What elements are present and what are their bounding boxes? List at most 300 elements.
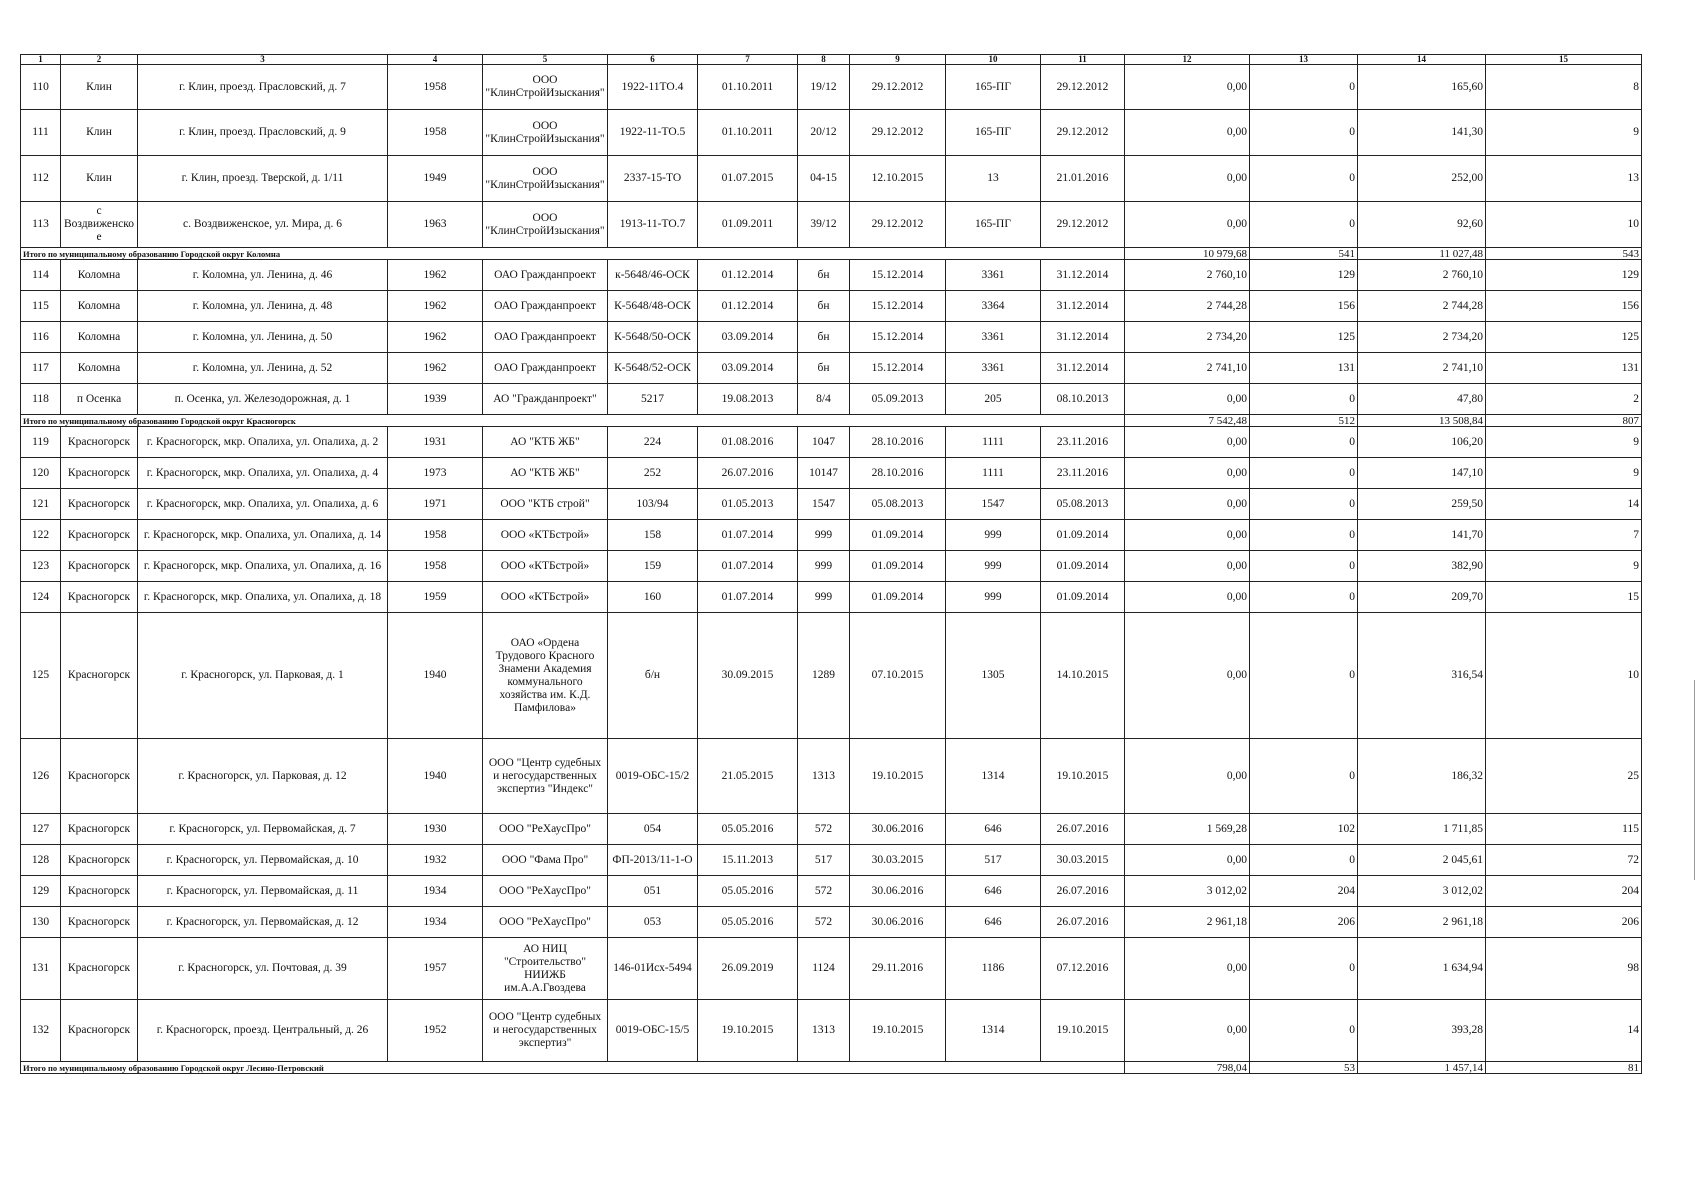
table-cell: 5217 bbox=[608, 384, 698, 415]
table-cell: ООО "Центр судебных и негосударственных экспертиз "Индекс" bbox=[483, 739, 608, 814]
table-cell: Коломна bbox=[61, 353, 138, 384]
table-cell: Красногорск bbox=[61, 739, 138, 814]
table-cell: 132 bbox=[21, 1000, 61, 1062]
table-cell: 141,30 bbox=[1358, 110, 1486, 156]
table-cell: Красногорск bbox=[61, 489, 138, 520]
table-cell: с. Воздвиженское, ул. Мира, д. 6 bbox=[138, 202, 388, 248]
table-cell: 1952 bbox=[388, 1000, 483, 1062]
table-row bbox=[21, 156, 1642, 202]
table-cell: 160 bbox=[608, 582, 698, 613]
table-cell: 0,00 bbox=[1125, 65, 1250, 110]
table-cell: 01.09.2014 bbox=[1041, 520, 1125, 551]
table-cell: 382,90 bbox=[1358, 551, 1486, 582]
table-cell: 204 bbox=[1486, 876, 1642, 907]
table-cell: 1047 bbox=[798, 427, 850, 458]
table-cell: 2 741,10 bbox=[1125, 353, 1250, 384]
table-cell: 0,00 bbox=[1125, 551, 1250, 582]
table-cell: Клин bbox=[61, 110, 138, 156]
table-cell: Красногорск bbox=[61, 876, 138, 907]
table-cell: 3 012,02 bbox=[1358, 876, 1486, 907]
table-cell: 999 bbox=[798, 551, 850, 582]
table-cell: К-5648/48-ОСК bbox=[608, 291, 698, 322]
table-cell: 0 bbox=[1250, 384, 1358, 415]
table-cell: 26.07.2016 bbox=[1041, 876, 1125, 907]
table-cell: 123 bbox=[21, 551, 61, 582]
table-cell: 0 bbox=[1250, 65, 1358, 110]
table-cell: 1958 bbox=[388, 551, 483, 582]
table-cell: 3361 bbox=[946, 260, 1041, 291]
subtotal-value: 807 bbox=[1486, 415, 1642, 427]
table-cell: 224 bbox=[608, 427, 698, 458]
table-row bbox=[21, 202, 1642, 248]
housing-registry-table bbox=[20, 54, 1642, 1074]
table-cell: ООО «КТБстрой» bbox=[483, 582, 608, 613]
table-cell: 01.12.2014 bbox=[698, 260, 798, 291]
table-cell: 19.10.2015 bbox=[850, 739, 946, 814]
table-cell: 1959 bbox=[388, 582, 483, 613]
table-cell: 2 760,10 bbox=[1125, 260, 1250, 291]
table-row bbox=[21, 907, 1642, 938]
table-cell: 0,00 bbox=[1125, 202, 1250, 248]
column-number: 13 bbox=[1250, 55, 1358, 65]
table-cell: 0019-ОБС-15/5 bbox=[608, 1000, 698, 1062]
table-cell: 572 bbox=[798, 876, 850, 907]
table-cell: 053 bbox=[608, 907, 698, 938]
table-cell: 05.05.2016 bbox=[698, 907, 798, 938]
subtotal-value: 798,04 bbox=[1125, 1062, 1250, 1074]
table-cell: 3364 bbox=[946, 291, 1041, 322]
table-cell: 209,70 bbox=[1358, 582, 1486, 613]
table-cell: 19.10.2015 bbox=[1041, 739, 1125, 814]
table-cell: 26.09.2019 bbox=[698, 938, 798, 1000]
table-cell: 393,28 bbox=[1358, 1000, 1486, 1062]
table-cell: 10 bbox=[1486, 613, 1642, 739]
table-cell: 259,50 bbox=[1358, 489, 1486, 520]
table-cell: п Осенка bbox=[61, 384, 138, 415]
table-cell: 0 bbox=[1250, 582, 1358, 613]
table-cell: 116 bbox=[21, 322, 61, 353]
table-cell: 9 bbox=[1486, 458, 1642, 489]
table-cell: г. Коломна, ул. Ленина, д. 46 bbox=[138, 260, 388, 291]
table-cell: Красногорск bbox=[61, 613, 138, 739]
table-cell: 15.11.2013 bbox=[698, 845, 798, 876]
table-cell: 1963 bbox=[388, 202, 483, 248]
subtotal-value: 541 bbox=[1250, 248, 1358, 260]
table-cell: 01.10.2011 bbox=[698, 65, 798, 110]
table-cell: 0 bbox=[1250, 489, 1358, 520]
table-row bbox=[21, 814, 1642, 845]
table-cell: 0,00 bbox=[1125, 156, 1250, 202]
table-cell: 1940 bbox=[388, 739, 483, 814]
table-cell: 146-01Исх-5494 bbox=[608, 938, 698, 1000]
table-cell: 31.12.2014 bbox=[1041, 260, 1125, 291]
table-cell: 15.12.2014 bbox=[850, 353, 946, 384]
table-cell: 1971 bbox=[388, 489, 483, 520]
table-cell: 01.07.2014 bbox=[698, 582, 798, 613]
table-cell: 2 734,20 bbox=[1125, 322, 1250, 353]
table-cell: 1922-11-ТО.5 bbox=[608, 110, 698, 156]
subtotal-value: 81 bbox=[1486, 1062, 1642, 1074]
table-cell: 572 bbox=[798, 907, 850, 938]
table-cell: 1939 bbox=[388, 384, 483, 415]
table-cell: 0,00 bbox=[1125, 845, 1250, 876]
table-cell: 30.06.2016 bbox=[850, 814, 946, 845]
table-cell: 122 bbox=[21, 520, 61, 551]
table-row bbox=[21, 845, 1642, 876]
column-number: 4 bbox=[388, 55, 483, 65]
table-cell: ООО "РеХаусПро" bbox=[483, 876, 608, 907]
table-cell: 111 bbox=[21, 110, 61, 156]
table-cell: ООО "КТБ строй" bbox=[483, 489, 608, 520]
table-cell: 1962 bbox=[388, 322, 483, 353]
table-cell: 0,00 bbox=[1125, 458, 1250, 489]
table-cell: 1962 bbox=[388, 260, 483, 291]
table-cell: 15.12.2014 bbox=[850, 260, 946, 291]
table-cell: 9 bbox=[1486, 427, 1642, 458]
table-cell: 8/4 bbox=[798, 384, 850, 415]
table-cell: 8 bbox=[1486, 65, 1642, 110]
table-cell: АО "КТБ ЖБ" bbox=[483, 427, 608, 458]
subtotal-label: Итого по муниципальному образованию Городской округ Красногорск bbox=[21, 415, 1125, 427]
table-cell: 165,60 bbox=[1358, 65, 1486, 110]
table-cell: 9 bbox=[1486, 110, 1642, 156]
table-cell: 7 bbox=[1486, 520, 1642, 551]
table-cell: 156 bbox=[1250, 291, 1358, 322]
table-cell: 517 bbox=[798, 845, 850, 876]
table-cell: 10147 bbox=[798, 458, 850, 489]
table-cell: 1111 bbox=[946, 427, 1041, 458]
table-cell: с Воздвиженское bbox=[61, 202, 138, 248]
table-cell: 1958 bbox=[388, 110, 483, 156]
table-cell: 1186 bbox=[946, 938, 1041, 1000]
table-cell: 29.12.2012 bbox=[850, 110, 946, 156]
table-cell: ООО "КлинСтройИзыскания" bbox=[483, 65, 608, 110]
table-cell: 30.06.2016 bbox=[850, 907, 946, 938]
table-cell: 29.12.2012 bbox=[1041, 202, 1125, 248]
table-cell: 646 bbox=[946, 907, 1041, 938]
table-cell: ООО "Фама Про" bbox=[483, 845, 608, 876]
table-cell: 131 bbox=[1486, 353, 1642, 384]
table-cell: 19.10.2015 bbox=[1041, 1000, 1125, 1062]
table-cell: 114 bbox=[21, 260, 61, 291]
table-cell: 1958 bbox=[388, 520, 483, 551]
table-cell: 0,00 bbox=[1125, 739, 1250, 814]
table-cell: Коломна bbox=[61, 260, 138, 291]
table-cell: 01.09.2014 bbox=[850, 551, 946, 582]
table-cell: г. Красногорск, ул. Почтовая, д. 39 bbox=[138, 938, 388, 1000]
table-cell: 125 bbox=[1250, 322, 1358, 353]
table-cell: 19.10.2015 bbox=[850, 1000, 946, 1062]
table-cell: 115 bbox=[21, 291, 61, 322]
table-cell: 1305 bbox=[946, 613, 1041, 739]
table-row bbox=[21, 582, 1642, 613]
table-cell: 26.07.2016 bbox=[698, 458, 798, 489]
table-row bbox=[21, 520, 1642, 551]
table-cell: 2 734,20 bbox=[1358, 322, 1486, 353]
table-cell: 92,60 bbox=[1358, 202, 1486, 248]
table-cell: б/н bbox=[608, 613, 698, 739]
table-cell: ООО "КлинСтройИзыскания" bbox=[483, 110, 608, 156]
column-number: 14 bbox=[1358, 55, 1486, 65]
table-cell: 131 bbox=[1250, 353, 1358, 384]
table-cell: 119 bbox=[21, 427, 61, 458]
table-cell: Красногорск bbox=[61, 427, 138, 458]
table-cell: г. Красногорск, ул. Первомайская, д. 11 bbox=[138, 876, 388, 907]
table-row bbox=[21, 110, 1642, 156]
table-cell: 0,00 bbox=[1125, 489, 1250, 520]
table-cell: 13 bbox=[946, 156, 1041, 202]
table-row bbox=[21, 384, 1642, 415]
table-cell: 05.05.2016 bbox=[698, 814, 798, 845]
table-cell: 0 bbox=[1250, 938, 1358, 1000]
table-cell: 2337-15-ТО bbox=[608, 156, 698, 202]
table-cell: Красногорск bbox=[61, 814, 138, 845]
table-cell: АО НИЦ "Строительство" НИИЖБ им.А.А.Гвоздева bbox=[483, 938, 608, 1000]
table-cell: 0 bbox=[1250, 551, 1358, 582]
table-cell: г. Красногорск, ул. Первомайская, д. 10 bbox=[138, 845, 388, 876]
table-cell: 01.07.2015 bbox=[698, 156, 798, 202]
table-cell: бн bbox=[798, 260, 850, 291]
table-cell: 0 bbox=[1250, 1000, 1358, 1062]
table-cell: 1930 bbox=[388, 814, 483, 845]
table-cell: 0 bbox=[1250, 613, 1358, 739]
table-cell: 31.12.2014 bbox=[1041, 291, 1125, 322]
table-cell: 04-15 bbox=[798, 156, 850, 202]
table-cell: 05.05.2016 bbox=[698, 876, 798, 907]
table-cell: 110 bbox=[21, 65, 61, 110]
table-cell: 14.10.2015 bbox=[1041, 613, 1125, 739]
table-cell: 1973 bbox=[388, 458, 483, 489]
subtotal-row bbox=[21, 415, 1642, 427]
table-cell: 999 bbox=[798, 582, 850, 613]
column-number: 3 bbox=[138, 55, 388, 65]
subtotal-value: 13 508,84 bbox=[1358, 415, 1486, 427]
table-cell: 2 045,61 bbox=[1358, 845, 1486, 876]
table-cell: г. Коломна, ул. Ленина, д. 52 bbox=[138, 353, 388, 384]
table-cell: 0,00 bbox=[1125, 520, 1250, 551]
scan-edge-line bbox=[1694, 680, 1695, 880]
column-number: 2 bbox=[61, 55, 138, 65]
table-cell: 186,32 bbox=[1358, 739, 1486, 814]
table-cell: 1289 bbox=[798, 613, 850, 739]
table-cell: Красногорск bbox=[61, 458, 138, 489]
table-row bbox=[21, 613, 1642, 739]
table-cell: 31.12.2014 bbox=[1041, 353, 1125, 384]
table-cell: 252 bbox=[608, 458, 698, 489]
table-cell: 1931 bbox=[388, 427, 483, 458]
table-cell: 118 bbox=[21, 384, 61, 415]
table-cell: 517 bbox=[946, 845, 1041, 876]
table-row bbox=[21, 458, 1642, 489]
table-cell: 1547 bbox=[798, 489, 850, 520]
table-cell: г. Красногорск, ул. Парковая, д. 1 bbox=[138, 613, 388, 739]
table-cell: 20/12 bbox=[798, 110, 850, 156]
column-number: 9 bbox=[850, 55, 946, 65]
table-cell: 23.11.2016 bbox=[1041, 427, 1125, 458]
table-cell: Коломна bbox=[61, 322, 138, 353]
table-cell: 30.06.2016 bbox=[850, 876, 946, 907]
table-cell: 1940 bbox=[388, 613, 483, 739]
table-row bbox=[21, 65, 1642, 110]
table-cell: 21.01.2016 bbox=[1041, 156, 1125, 202]
table-cell: ОАО «Ордена Трудового Красного Знамени Академия коммунального хозяйства им. К.Д. Памфилова» bbox=[483, 613, 608, 739]
table-cell: 1547 bbox=[946, 489, 1041, 520]
table-cell: 9 bbox=[1486, 551, 1642, 582]
table-cell: 204 bbox=[1250, 876, 1358, 907]
table-cell: 10 bbox=[1486, 202, 1642, 248]
table-cell: 05.09.2013 bbox=[850, 384, 946, 415]
subtotal-value: 7 542,48 bbox=[1125, 415, 1250, 427]
table-cell: 98 bbox=[1486, 938, 1642, 1000]
table-cell: 0 bbox=[1250, 202, 1358, 248]
table-cell: 158 bbox=[608, 520, 698, 551]
table-cell: 165-ПГ bbox=[946, 202, 1041, 248]
subtotal-value: 10 979,68 bbox=[1125, 248, 1250, 260]
table-cell: 1314 bbox=[946, 1000, 1041, 1062]
subtotal-value: 53 bbox=[1250, 1062, 1358, 1074]
subtotal-row bbox=[21, 248, 1642, 260]
table-cell: г. Красногорск, мкр. Опалиха, ул. Опалиха, д. 6 bbox=[138, 489, 388, 520]
table-cell: 01.07.2014 bbox=[698, 551, 798, 582]
table-row bbox=[21, 876, 1642, 907]
table-cell: 25 bbox=[1486, 739, 1642, 814]
table-cell: 0,00 bbox=[1125, 938, 1250, 1000]
table-cell: 113 bbox=[21, 202, 61, 248]
table-cell: Клин bbox=[61, 156, 138, 202]
table-cell: 1913-11-ТО.7 bbox=[608, 202, 698, 248]
table-cell: 01.07.2014 bbox=[698, 520, 798, 551]
table-cell: 19.10.2015 bbox=[698, 1000, 798, 1062]
table-cell: 2 961,18 bbox=[1125, 907, 1250, 938]
table-row bbox=[21, 1000, 1642, 1062]
subtotal-label: Итого по муниципальному образованию Городской округ Коломна bbox=[21, 248, 1125, 260]
table-row bbox=[21, 489, 1642, 520]
table-cell: 0 bbox=[1250, 110, 1358, 156]
table-cell: 131 bbox=[21, 938, 61, 1000]
table-cell: Красногорск bbox=[61, 520, 138, 551]
table-cell: 05.08.2013 bbox=[1041, 489, 1125, 520]
table-cell: 572 bbox=[798, 814, 850, 845]
table-cell: 0019-ОБС-15/2 bbox=[608, 739, 698, 814]
column-number-header bbox=[21, 55, 1642, 65]
table-cell: 1922-11ТО.4 bbox=[608, 65, 698, 110]
table-cell: 1111 bbox=[946, 458, 1041, 489]
table-cell: ООО "РеХаусПро" bbox=[483, 907, 608, 938]
column-number: 12 bbox=[1125, 55, 1250, 65]
table-cell: 128 bbox=[21, 845, 61, 876]
table-cell: Красногорск bbox=[61, 845, 138, 876]
table-cell: г. Красногорск, ул. Первомайская, д. 12 bbox=[138, 907, 388, 938]
table-cell: 054 bbox=[608, 814, 698, 845]
table-cell: 646 bbox=[946, 814, 1041, 845]
table-cell: 1934 bbox=[388, 907, 483, 938]
table-cell: 1314 bbox=[946, 739, 1041, 814]
table-row bbox=[21, 427, 1642, 458]
table-row bbox=[21, 353, 1642, 384]
table-cell: 999 bbox=[946, 582, 1041, 613]
table-cell: ОАО Гражданпроект bbox=[483, 291, 608, 322]
table-cell: Клин bbox=[61, 65, 138, 110]
column-number: 8 bbox=[798, 55, 850, 65]
table-cell: 130 bbox=[21, 907, 61, 938]
table-cell: 29.12.2012 bbox=[1041, 110, 1125, 156]
table-cell: 1313 bbox=[798, 1000, 850, 1062]
table-cell: АО "КТБ ЖБ" bbox=[483, 458, 608, 489]
table-cell: 3 012,02 bbox=[1125, 876, 1250, 907]
column-number: 1 bbox=[21, 55, 61, 65]
table-cell: 156 bbox=[1486, 291, 1642, 322]
table-cell: 08.10.2013 bbox=[1041, 384, 1125, 415]
table-cell: 2 741,10 bbox=[1358, 353, 1486, 384]
table-cell: К-5648/50-ОСК bbox=[608, 322, 698, 353]
table-cell: 1957 bbox=[388, 938, 483, 1000]
table-cell: 147,10 bbox=[1358, 458, 1486, 489]
table-cell: 115 bbox=[1486, 814, 1642, 845]
table-cell: 1962 bbox=[388, 353, 483, 384]
table-cell: 15.12.2014 bbox=[850, 322, 946, 353]
table-row bbox=[21, 322, 1642, 353]
table-cell: 2 961,18 bbox=[1358, 907, 1486, 938]
table-cell: 0,00 bbox=[1125, 110, 1250, 156]
table-cell: 01.09.2014 bbox=[1041, 582, 1125, 613]
table-cell: 13 bbox=[1486, 156, 1642, 202]
table-cell: 103/94 bbox=[608, 489, 698, 520]
table-row bbox=[21, 938, 1642, 1000]
table-cell: 01.05.2013 bbox=[698, 489, 798, 520]
table-cell: 206 bbox=[1250, 907, 1358, 938]
table-cell: 165-ПГ bbox=[946, 65, 1041, 110]
subtotal-label: Итого по муниципальному образованию Городской округ Лесино-Петровский bbox=[21, 1062, 1125, 1074]
table-cell: 01.09.2014 bbox=[1041, 551, 1125, 582]
table-cell: 2 744,28 bbox=[1358, 291, 1486, 322]
table-cell: 0 bbox=[1250, 427, 1358, 458]
table-cell: г. Клин, проезд. Тверской, д. 1/11 bbox=[138, 156, 388, 202]
table-cell: 129 bbox=[1250, 260, 1358, 291]
table-cell: 14 bbox=[1486, 489, 1642, 520]
table-cell: 01.12.2014 bbox=[698, 291, 798, 322]
table-cell: 01.10.2011 bbox=[698, 110, 798, 156]
table-cell: 07.12.2016 bbox=[1041, 938, 1125, 1000]
table-cell: 206 bbox=[1486, 907, 1642, 938]
table-cell: ОАО Гражданпроект bbox=[483, 353, 608, 384]
table-cell: бн bbox=[798, 322, 850, 353]
table-cell: 0,00 bbox=[1125, 613, 1250, 739]
table-cell: 316,54 bbox=[1358, 613, 1486, 739]
table-cell: 124 bbox=[21, 582, 61, 613]
table-cell: 14 bbox=[1486, 1000, 1642, 1062]
table-cell: 1934 bbox=[388, 876, 483, 907]
table-cell: к-5648/46-ОСК bbox=[608, 260, 698, 291]
table-cell: г. Красногорск, мкр. Опалиха, ул. Опалиха, д. 4 bbox=[138, 458, 388, 489]
table-cell: 01.09.2014 bbox=[850, 582, 946, 613]
table-cell: Красногорск bbox=[61, 582, 138, 613]
table-cell: 28.10.2016 bbox=[850, 427, 946, 458]
table-cell: 01.09.2014 bbox=[850, 520, 946, 551]
table-cell: 01.09.2011 bbox=[698, 202, 798, 248]
table-cell: 120 bbox=[21, 458, 61, 489]
subtotal-value: 512 bbox=[1250, 415, 1358, 427]
column-number: 7 bbox=[698, 55, 798, 65]
table-cell: 07.10.2015 bbox=[850, 613, 946, 739]
table-cell: 112 bbox=[21, 156, 61, 202]
table-cell: 0,00 bbox=[1125, 582, 1250, 613]
table-cell: 126 bbox=[21, 739, 61, 814]
table-cell: 30.03.2015 bbox=[850, 845, 946, 876]
table-row bbox=[21, 260, 1642, 291]
table-cell: 125 bbox=[21, 613, 61, 739]
column-number: 5 bbox=[483, 55, 608, 65]
table-cell: ООО "КлинСтройИзыскания" bbox=[483, 156, 608, 202]
